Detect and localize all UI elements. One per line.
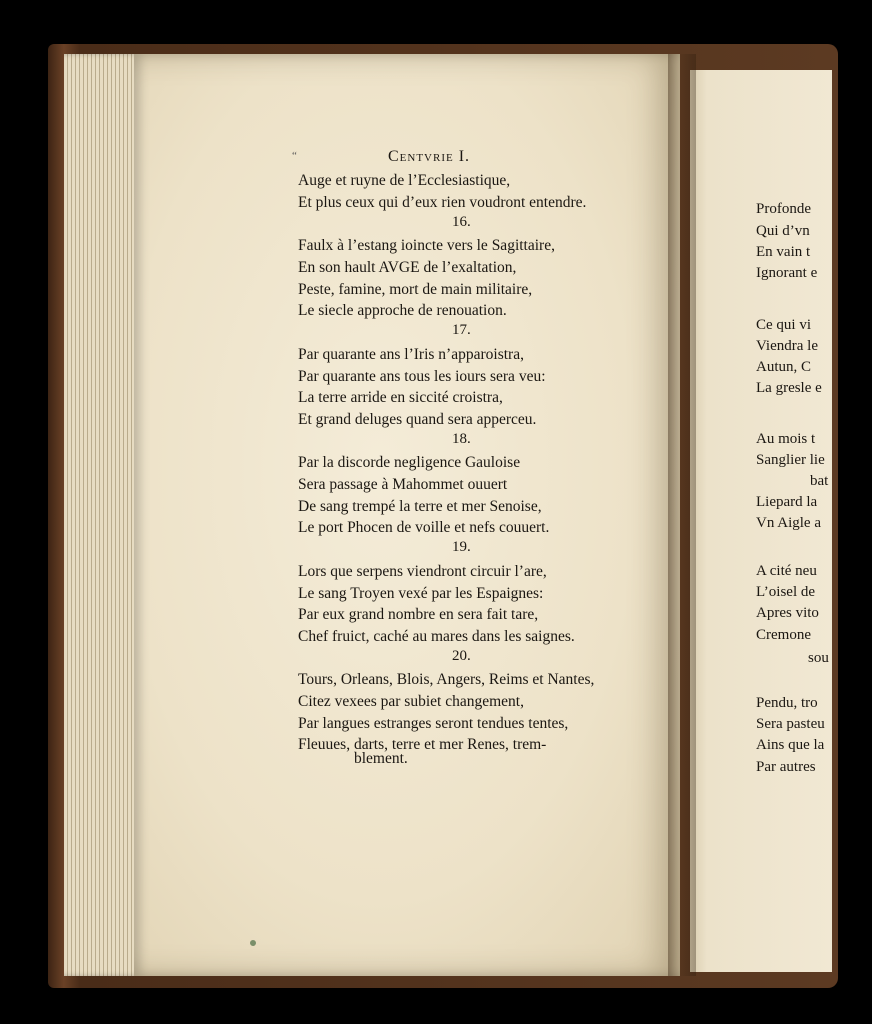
right-line: L’oisel de [756, 584, 816, 600]
verse-line: De sang trempé la terre et mer Senoise, [298, 498, 542, 515]
right-line: bat [810, 473, 829, 489]
page-header: Centvrie I. [388, 148, 471, 165]
verse-line: Par quarante ans tous les iours sera veu: [298, 368, 546, 385]
verse-continuation: blement. [354, 750, 408, 767]
right-line: Par autres [756, 759, 816, 775]
right-line: Au mois t [756, 431, 816, 447]
quatrain-number: 17. [452, 322, 471, 338]
right-line: Liepard la [756, 494, 818, 510]
right-line: Pendu, tro [756, 695, 818, 711]
verse-line: En son hault AVGE de l’exaltation, [298, 259, 517, 276]
verse-line: Tours, Orleans, Blois, Angers, Reims et Nantes, [298, 671, 595, 688]
right-line: Apres vito [756, 605, 819, 621]
quatrain-number: 18. [452, 431, 471, 447]
right-line: Profonde [756, 201, 811, 217]
right-line: En vain t [756, 244, 811, 260]
verse-line: La terre arride en siccité croistra, [298, 389, 503, 406]
quatrain-number: 16. [452, 214, 471, 230]
right-line: Cremone [756, 627, 811, 643]
right-line: Sera pasteu [756, 716, 825, 732]
right-line: Ignorant e [756, 265, 818, 281]
right-line: Viendra le [756, 338, 818, 354]
quatrain-number: 20. [452, 648, 471, 664]
verse-line: Faulx à l’estang ioincte vers le Sagittaire, [298, 237, 555, 254]
verse-line: Sera passage à Mahommet ouuert [298, 476, 508, 493]
book-gutter [668, 54, 696, 976]
verse-line: Par langues estranges seront tendues tentes, [298, 715, 569, 732]
verse-line: Le sang Troyen vexé par les Espaignes: [298, 585, 544, 602]
right-line: Ains que la [756, 737, 825, 753]
verse-line: Par la discorde negligence Gauloise [298, 454, 521, 471]
verse-line: Par eux grand nombre en sera fait tare, [298, 606, 539, 623]
verse-line: Et plus ceux qui d’eux rien voudront entendre. [298, 194, 587, 211]
verse-line: Lors que serpens viendront circuir l’are, [298, 563, 547, 580]
verse-line: Auge et ruyne de l’Ecclesiastique, [298, 172, 511, 189]
paper-stain [250, 940, 256, 946]
right-line: Qui d’vn [756, 223, 810, 239]
right-line: Sanglier lie [756, 452, 825, 468]
right-line: sou [808, 650, 829, 666]
verse-line: Et grand deluges quand sera apperceu. [298, 411, 537, 428]
quote-mark: “ [292, 150, 297, 162]
verse-line: Citez vexees par subiet changement, [298, 693, 524, 710]
verse-line: Fleuues, darts, terre et mer Renes, trem- [298, 736, 547, 753]
right-line: La gresle e [756, 380, 822, 396]
quatrain-number: 19. [452, 539, 471, 555]
verse-line: Le port Phocen de voille et nefs couuert. [298, 519, 550, 536]
right-line: Autun, C [756, 359, 812, 375]
right-page [690, 70, 832, 972]
verse-line: Par quarante ans l’Iris n’apparoistra, [298, 346, 524, 363]
verse-line: Le siecle approche de renouation. [298, 302, 507, 319]
verse-line: Chef fruict, caché au mares dans les saignes. [298, 628, 575, 645]
right-line: Ce qui vi [756, 317, 811, 333]
right-line: Vn Aigle a [756, 515, 821, 531]
right-line: A cité neu [756, 563, 817, 579]
verse-line: Peste, famine, mort de main militaire, [298, 281, 533, 298]
